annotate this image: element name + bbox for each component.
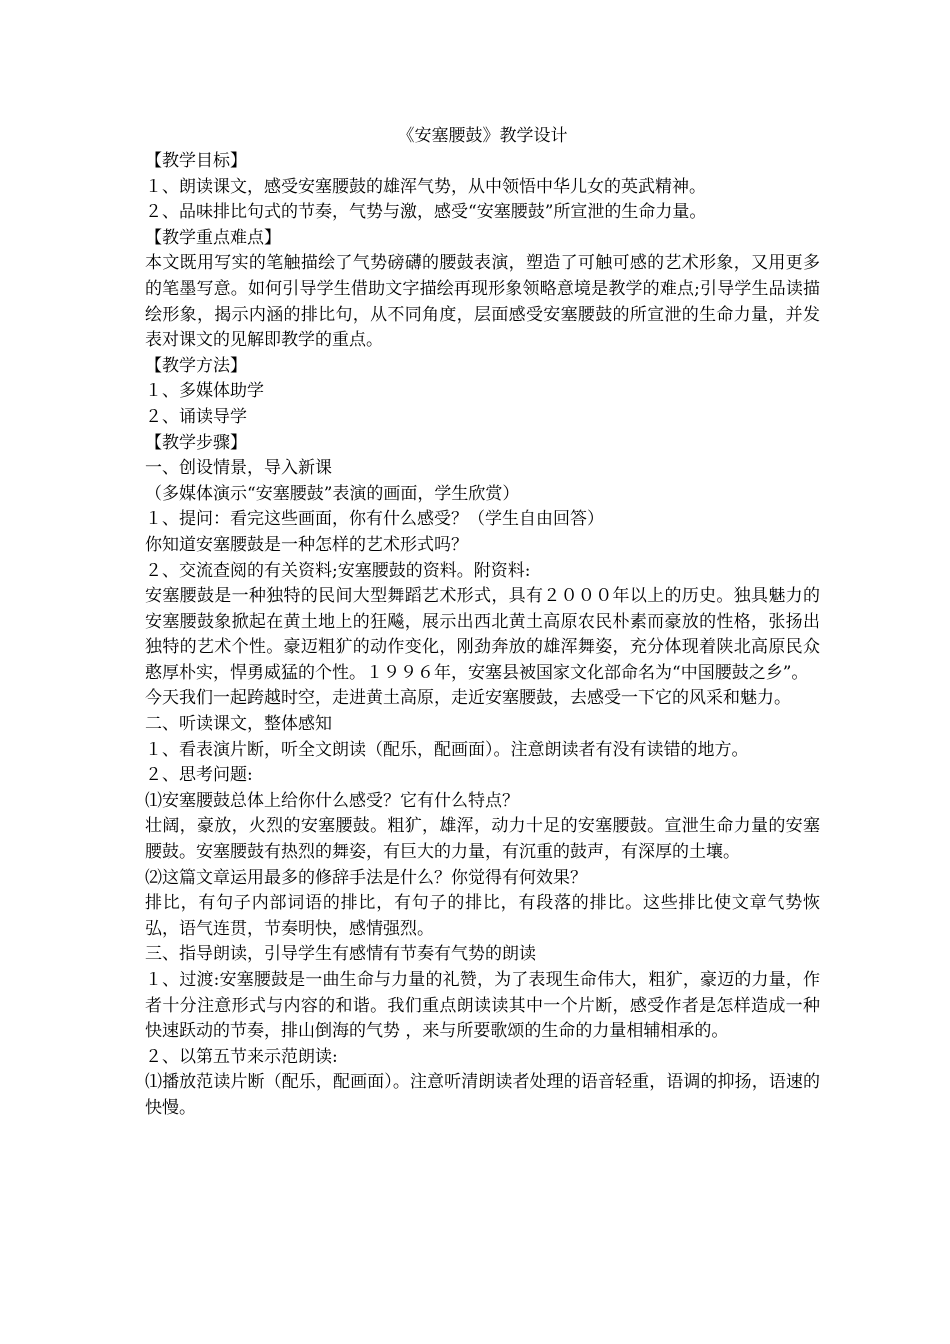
step-answer: 壮阔，豪放，火烈的安塞腰鼓。粗犷，雄浑，动力十足的安塞腰鼓。宣泄生命力量的安塞腰鼓。安塞腰鼓有热烈的舞姿，有巨大的力量，有沉重的鼓声，有深厚的土壤。 — [145, 816, 820, 863]
step-paragraph: ２、以第五节来示范朗读: — [145, 1046, 338, 1067]
step-paragraph: ⑴播放范读片断（配乐，配画面）。注意听清朗读者处理的语音轻重，语调的抑扬，语速的快慢。 — [145, 1072, 820, 1118]
step-question: ⑴安塞腰鼓总体上给你什么感受？它有什么特点？ — [145, 790, 519, 811]
goal-item: ２、品味排比句式的节奏，气势与激，感受“安塞腰鼓”所宣泄的生命力量。 — [145, 202, 707, 223]
key-points-text: 本文既用写实的笔触描绘了气势磅礴的腰鼓表演，塑造了可触可感的艺术形象，又用更多的笔墨写意。如何引导学生借助文字描绘再现形象领略意境是教学的难点;引导学生品读描绘形象，揭示内涵的排比句，从不同角度，层面感受安塞腰鼓的所宣泄的生命力量，并发表对课文的见解即教学的重点。 — [145, 253, 820, 351]
document-title: 《安塞腰鼓》教学设计 — [397, 126, 568, 146]
methods-heading: 【教学方法】 — [145, 355, 247, 376]
step-paragraph: （多媒体演示“安塞腰鼓”表演的画面，学生欣赏） — [145, 483, 520, 504]
step-section-title: 二、听读课文，整体感知 — [145, 714, 332, 735]
step-section-title: 一、创设情景，导入新课 — [145, 458, 332, 479]
step-paragraph: 安塞腰鼓是一种独特的民间大型舞蹈艺术形式，具有２０００年以上的历史。独具魅力的安塞腰鼓象掀起在黄土地上的狂飚，展示出西北黄土高原农民朴素而豪放的性格，张扬出独特的艺术个性。豪迈粗犷的动作变化，刚劲奔放的雄浑舞姿，充分体现着陕北高原民众憨厚朴实，悍勇威猛的个性。１９９６年，安塞县被国家文化部命名为“中国腰鼓之乡”。 — [145, 586, 820, 683]
document-page — [145, 124, 820, 1122]
steps-heading: 【教学步骤】 — [145, 432, 247, 453]
step-paragraph: 你知道安塞腰鼓是一种怎样的艺术形式吗？ — [145, 534, 468, 555]
method-item: ２、诵读导学 — [145, 406, 247, 427]
step-paragraph: １、过渡:安塞腰鼓是一曲生命与力量的礼赞，为了表现生命伟大，粗犷，豪迈的力量，作者十分注意形式与内容的和谐。我们重点朗读读其中一个片断，感受作者是怎样造成一种快速跃动的节奏，排山倒海的气势 ，来与所要歌颂的生命的力量相辅相承的。 — [145, 970, 820, 1042]
method-item: １、多媒体助学 — [145, 381, 264, 402]
step-paragraph: １、看表演片断，听全文朗读（配乐，配画面）。注意朗读者有没有读错的地方。 — [145, 739, 749, 760]
goals-heading: 【教学目标】 — [145, 151, 247, 171]
step-paragraph: ２、交流查阅的有关资料;安塞腰鼓的资料。附资料: — [145, 560, 531, 581]
step-paragraph: 今天我们一起跨越时空，走进黄土高原，走近安塞腰鼓，去感受一下它的风采和魅力。 — [145, 688, 791, 709]
step-paragraph: １、提问：看完这些画面，你有什么感受？（学生自由回答） — [145, 509, 604, 530]
step-question: ⑵这篇文章运用最多的修辞手法是什么？你觉得有何效果？ — [145, 867, 587, 888]
step-answer: 排比，有句子内部词语的排比，有句子的排比，有段落的排比。这些排比使文章气势恢弘，语气连贯，节奏明快，感情强烈。 — [145, 893, 820, 939]
step-section-title: 三、指导朗读，引导学生有感情有节奏有气势的朗读 — [145, 944, 536, 965]
key-points-heading: 【教学重点难点】 — [145, 227, 281, 248]
goal-item: １、朗读课文，感受安塞腰鼓的雄浑气势，从中领悟中华儿女的英武精神。 — [145, 176, 706, 197]
step-paragraph: ２、思考问题: — [145, 765, 253, 786]
